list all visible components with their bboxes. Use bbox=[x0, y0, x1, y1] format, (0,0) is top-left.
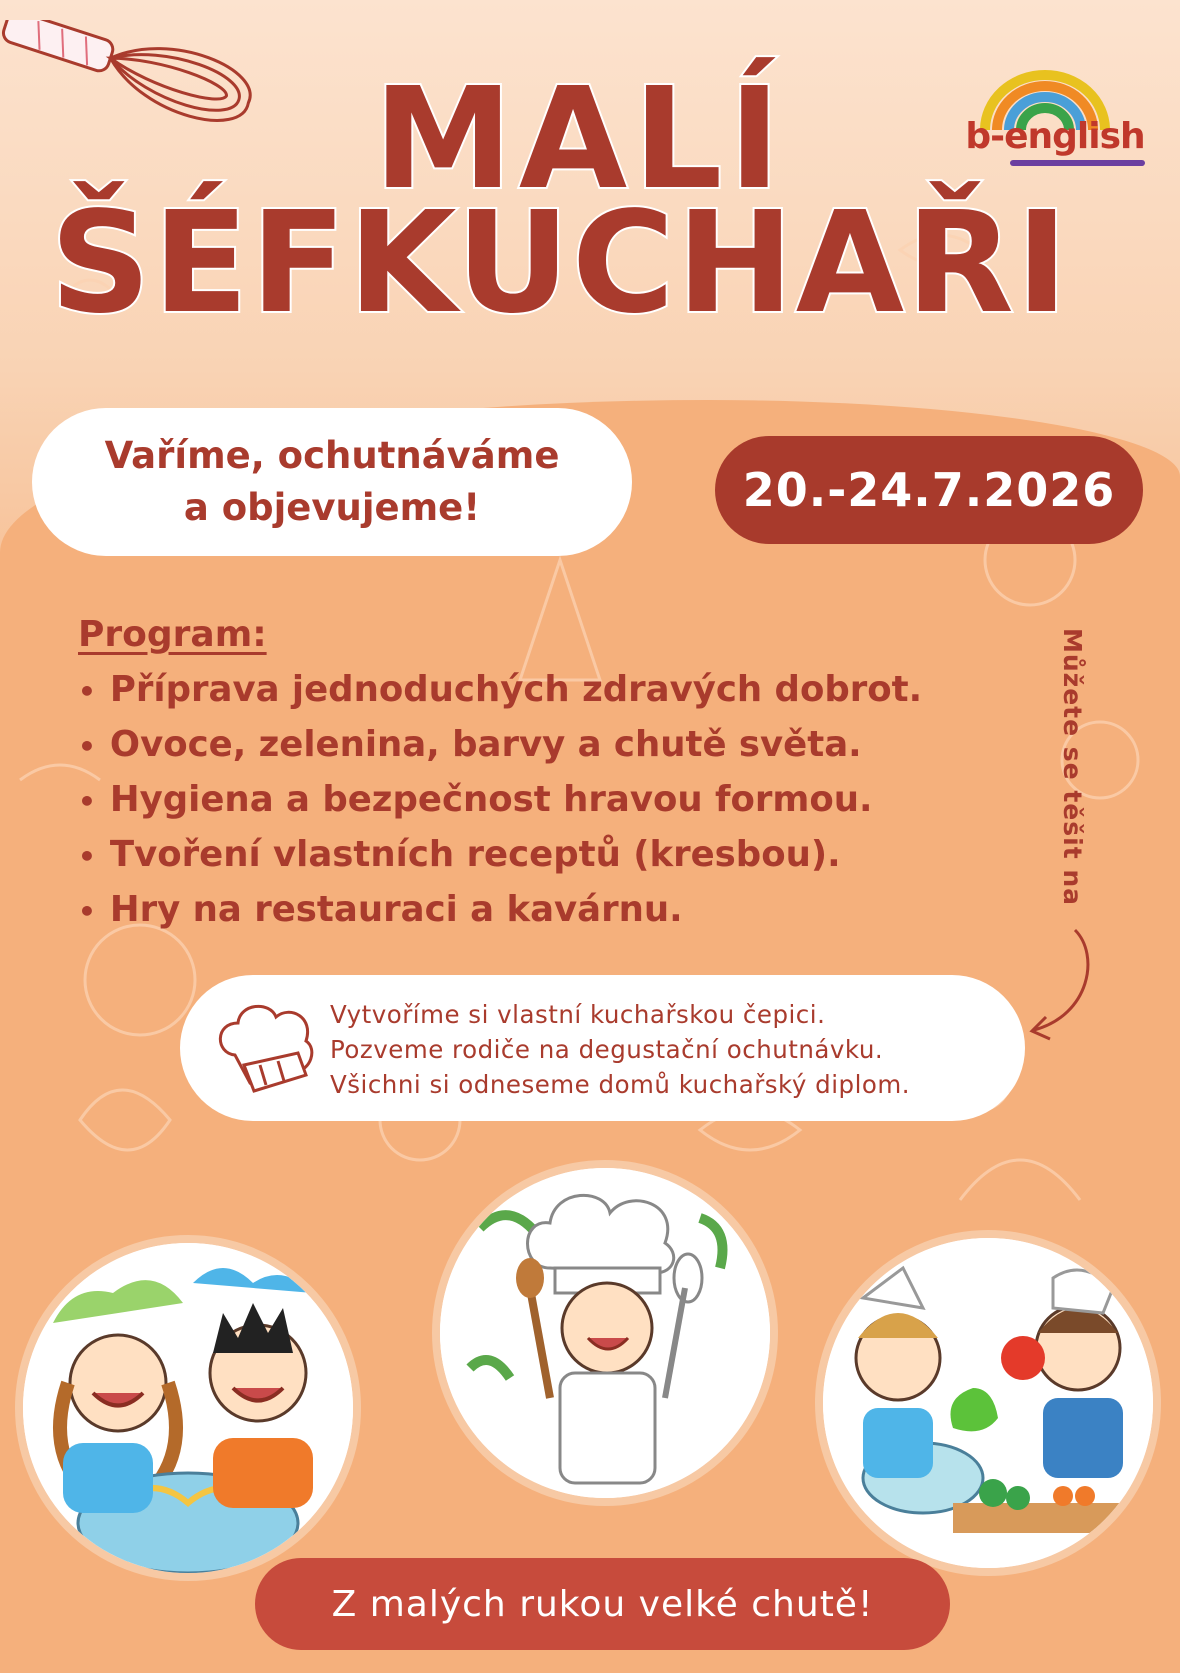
highlights-pill bbox=[180, 975, 1025, 1121]
program-item: • Tvoření vlastních receptů (kresbou). bbox=[78, 828, 1038, 883]
program-item: • Hry na restauraci a kavárnu. bbox=[78, 883, 1038, 938]
highlight-item: Pozveme rodiče na degustační ochutnávku. bbox=[330, 1035, 884, 1064]
program-heading: Program: bbox=[78, 614, 267, 655]
curved-arrow-icon bbox=[1020, 925, 1100, 1045]
kids-vegetables-illustration bbox=[815, 1230, 1161, 1576]
tagline-line-1: Vaříme, ochutnáváme bbox=[104, 434, 560, 477]
chef-boy-illustration bbox=[432, 1160, 778, 1506]
brand-logo-text: b-english bbox=[965, 116, 1145, 157]
title-line-2: ŠÉFKUCHAŘI bbox=[50, 182, 1070, 345]
highlight-item: Vytvoříme si vlastní kuchařskou čepici. bbox=[330, 1000, 826, 1029]
highlights-list bbox=[330, 997, 910, 1102]
program-list bbox=[78, 663, 1038, 938]
chef-boy-image bbox=[440, 1168, 770, 1498]
tagline-pill bbox=[32, 408, 632, 556]
program-item: • Ovoce, zelenina, barvy a chutě světa. bbox=[78, 718, 1038, 773]
kids-cooking-illustration bbox=[15, 1235, 361, 1581]
tagline-line-2: a objevujeme! bbox=[183, 486, 481, 529]
side-note: Můžete se těšit na bbox=[1058, 628, 1087, 907]
kids-bowl-illustration bbox=[23, 1243, 353, 1573]
chef-hat-icon bbox=[210, 993, 320, 1103]
title-line-1: MALÍ bbox=[373, 58, 787, 221]
program-section bbox=[78, 614, 1038, 938]
highlight-item: Všichni si odneseme domů kuchařský diplom. bbox=[330, 1070, 911, 1099]
program-item: • Příprava jednoduchých zdravých dobrot. bbox=[78, 663, 1038, 718]
kids-veggies-image bbox=[823, 1238, 1153, 1568]
program-item: • Hygiena a bezpečnost hravou formou. bbox=[78, 773, 1038, 828]
footer-slogan: Z malých rukou velké chutě! bbox=[255, 1558, 950, 1650]
date-badge: 20.-24.7.2026 bbox=[715, 436, 1143, 544]
